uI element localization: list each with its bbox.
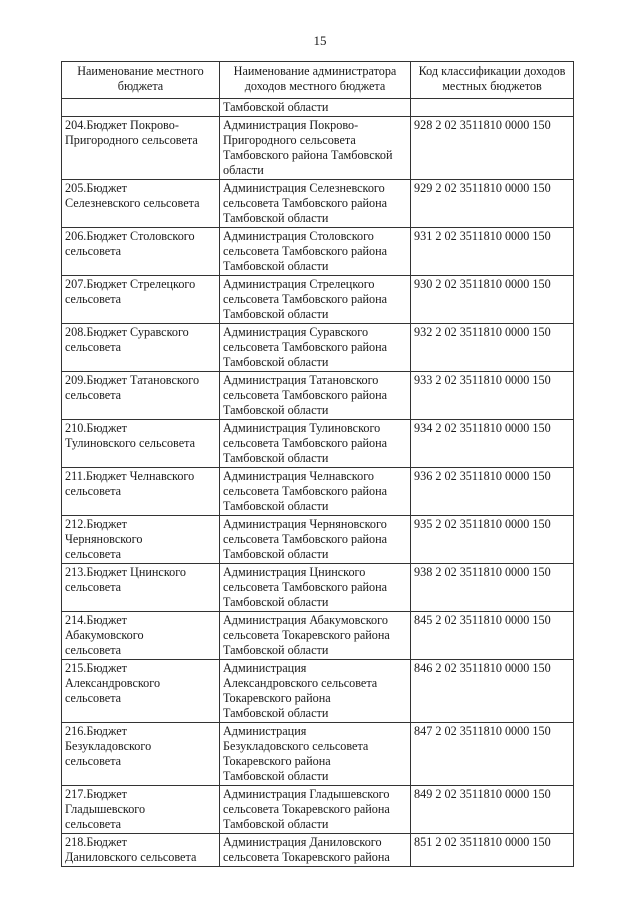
- administrator-cell: Администрация Татановского сельсовета Тамбовского района Тамбовской области: [220, 372, 411, 420]
- table-row: [62, 723, 574, 786]
- administrator-cell: Тамбовской области: [220, 99, 411, 117]
- classification-code-cell: 934 2 02 3511810 0000 150: [411, 420, 574, 468]
- administrator-cell: Администрация Селезневского сельсовета Тамбовского района Тамбовской области: [220, 180, 411, 228]
- administrator-cell: Администрация Тулиновского сельсовета Тамбовского района Тамбовской области: [220, 420, 411, 468]
- budget-name-cell: 212.Бюджет Черняновского сельсовета: [62, 516, 220, 564]
- classification-code-cell: 938 2 02 3511810 0000 150: [411, 564, 574, 612]
- table-row: [62, 276, 574, 324]
- administrator-cell: Администрация Безукладовского сельсовета Токаревского района Тамбовской области: [220, 723, 411, 786]
- budget-name-cell: 204.Бюджет Покрово- Пригородного сельсовета: [62, 117, 220, 180]
- administrator-cell: Администрация Гладышевского сельсовета Токаревского района Тамбовской области: [220, 786, 411, 834]
- table-row: [62, 117, 574, 180]
- budget-name-cell: 214.Бюджет Абакумовского сельсовета: [62, 612, 220, 660]
- classification-code-cell: 936 2 02 3511810 0000 150: [411, 468, 574, 516]
- classification-code-cell: 847 2 02 3511810 0000 150: [411, 723, 574, 786]
- classification-code-cell: 845 2 02 3511810 0000 150: [411, 612, 574, 660]
- header-classification-code: Код классификации доходов местных бюджетов: [411, 62, 574, 99]
- budget-name-cell: 217.Бюджет Гладышевского сельсовета: [62, 786, 220, 834]
- budget-name-cell: [62, 99, 220, 117]
- table-row: [62, 516, 574, 564]
- administrator-cell: Администрация Стрелецкого сельсовета Тамбовского района Тамбовской области: [220, 276, 411, 324]
- classification-code-cell: 932 2 02 3511810 0000 150: [411, 324, 574, 372]
- classification-code-cell: 846 2 02 3511810 0000 150: [411, 660, 574, 723]
- budget-revenue-table: [61, 61, 574, 867]
- page-number: 15: [313, 33, 327, 48]
- administrator-cell: Администрация Челнавского сельсовета Тамбовского района Тамбовской области: [220, 468, 411, 516]
- administrator-cell: Администрация Даниловского сельсовета Токаревского района: [220, 834, 411, 867]
- table-row: [62, 786, 574, 834]
- administrator-cell: Администрация Абакумовского сельсовета Токаревского района Тамбовской области: [220, 612, 411, 660]
- table-row: [62, 99, 574, 117]
- table-row: [62, 324, 574, 372]
- classification-code-cell: [411, 99, 574, 117]
- administrator-cell: Администрация Суравского сельсовета Тамбовского района Тамбовской области: [220, 324, 411, 372]
- table-row: [62, 612, 574, 660]
- classification-code-cell: 931 2 02 3511810 0000 150: [411, 228, 574, 276]
- budget-name-cell: 211.Бюджет Челнавского сельсовета: [62, 468, 220, 516]
- classification-code-cell: 928 2 02 3511810 0000 150: [411, 117, 574, 180]
- budget-name-cell: 206.Бюджет Столовского сельсовета: [62, 228, 220, 276]
- header-budget-name: Наименование местного бюджета: [62, 62, 220, 99]
- header-administrator-name: Наименование администратора доходов местного бюджета: [220, 62, 411, 99]
- budget-name-cell: 218.Бюджет Даниловского сельсовета: [62, 834, 220, 867]
- table-row: [62, 660, 574, 723]
- classification-code-cell: 849 2 02 3511810 0000 150: [411, 786, 574, 834]
- table-row: [62, 180, 574, 228]
- budget-name-cell: 209.Бюджет Татановского сельсовета: [62, 372, 220, 420]
- classification-code-cell: 930 2 02 3511810 0000 150: [411, 276, 574, 324]
- table-row: [62, 564, 574, 612]
- table-row: [62, 228, 574, 276]
- budget-name-cell: 215.Бюджет Александровского сельсовета: [62, 660, 220, 723]
- administrator-cell: Администрация Цнинского сельсовета Тамбовского района Тамбовской области: [220, 564, 411, 612]
- budget-name-cell: 210.Бюджет Тулиновского сельсовета: [62, 420, 220, 468]
- administrator-cell: Администрация Столовского сельсовета Тамбовского района Тамбовской области: [220, 228, 411, 276]
- classification-code-cell: 933 2 02 3511810 0000 150: [411, 372, 574, 420]
- budget-name-cell: 205.Бюджет Селезневского сельсовета: [62, 180, 220, 228]
- budget-name-cell: 216.Бюджет Безукладовского сельсовета: [62, 723, 220, 786]
- administrator-cell: Администрация Александровского сельсовета Токаревского района Тамбовской области: [220, 660, 411, 723]
- table-header-row: [62, 62, 574, 99]
- table-row: [62, 372, 574, 420]
- table-row: [62, 468, 574, 516]
- table-row: [62, 420, 574, 468]
- classification-code-cell: 935 2 02 3511810 0000 150: [411, 516, 574, 564]
- administrator-cell: Администрация Черняновского сельсовета Тамбовского района Тамбовской области: [220, 516, 411, 564]
- budget-name-cell: 213.Бюджет Цнинского сельсовета: [62, 564, 220, 612]
- classification-code-cell: 929 2 02 3511810 0000 150: [411, 180, 574, 228]
- administrator-cell: Администрация Покрово- Пригородного сельсовета Тамбовского района Тамбовской области: [220, 117, 411, 180]
- budget-name-cell: 208.Бюджет Суравского сельсовета: [62, 324, 220, 372]
- table-row: [62, 834, 574, 867]
- classification-code-cell: 851 2 02 3511810 0000 150: [411, 834, 574, 867]
- budget-name-cell: 207.Бюджет Стрелецкого сельсовета: [62, 276, 220, 324]
